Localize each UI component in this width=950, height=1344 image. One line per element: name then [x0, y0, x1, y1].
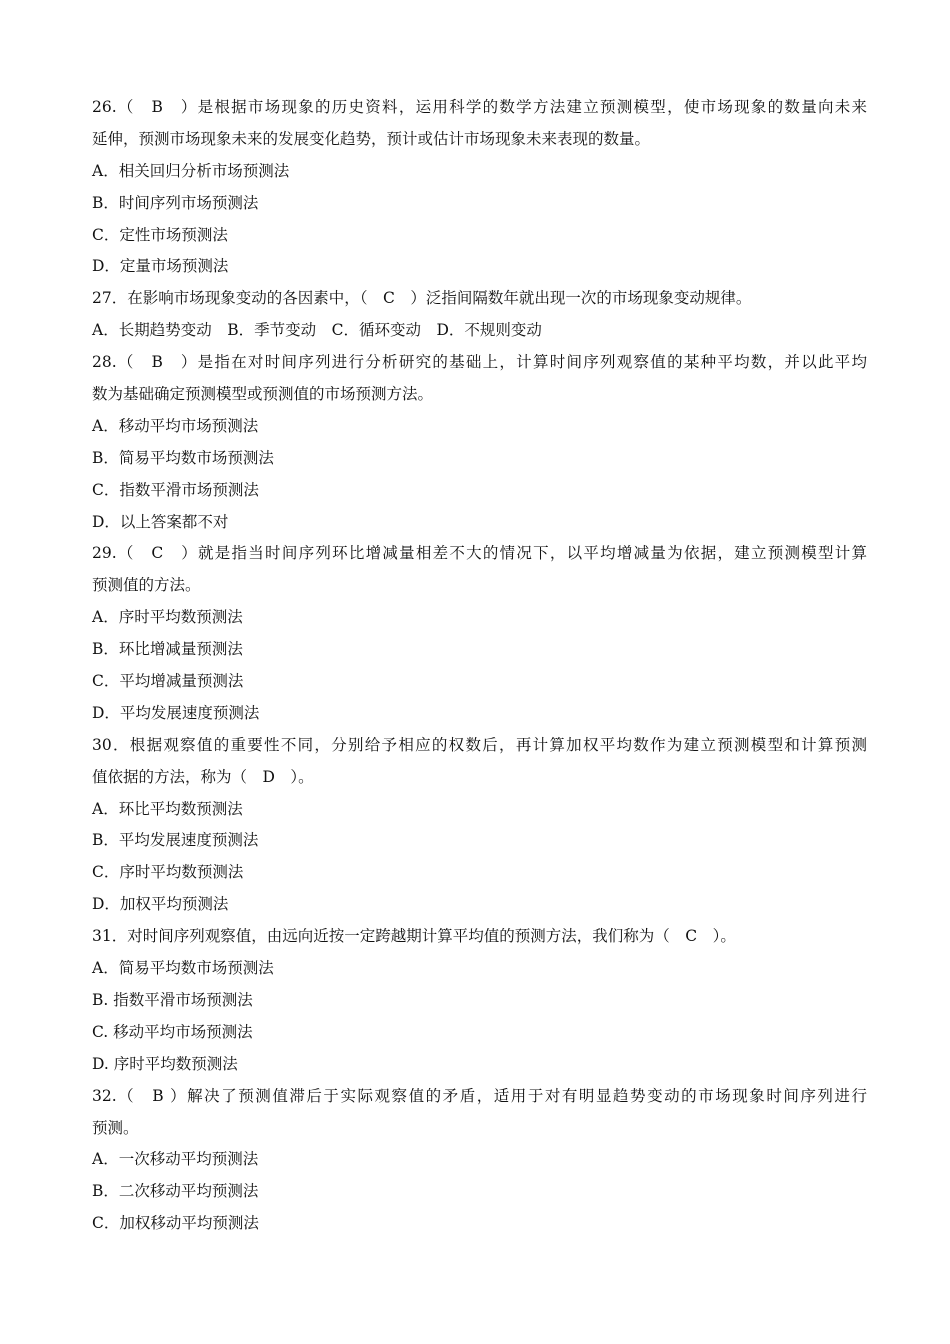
question-text: 值依据的方法，称为（ D ）。	[92, 767, 314, 786]
question-text: 32.（ B ）解决了预测值滞后于实际观察值的矛盾，适用于对有明显趋势变动的市场现象时间序列进行	[92, 1086, 867, 1105]
answer-option: A．环比平均数预测法	[92, 799, 243, 818]
answer-option: A．长期趋势变动 B．季节变动 C．循环变动 D．不规则变动	[92, 321, 542, 340]
answer-option: D. 序时平均数预测法	[92, 1054, 238, 1073]
answer-option: D．定量市场预测法	[92, 257, 229, 276]
question-text: 30．根据观察值的重要性不同，分别给予相应的权数后，再计算加权平均数作为建立预测模型和计算预测	[92, 735, 867, 754]
question-list	[92, 92, 867, 1240]
answer-option: A．移动平均市场预测法	[92, 416, 259, 435]
answer-option: B．简易平均数市场预测法	[92, 448, 274, 467]
answer-option: D．加权平均预测法	[92, 895, 229, 914]
question-text: 31．对时间序列观察值，由远向近按一定跨越期计算平均值的预测方法，我们称为（ C ）。	[92, 927, 736, 946]
answer-option: C．指数平滑市场预测法	[92, 480, 259, 499]
answer-option: C．序时平均数预测法	[92, 863, 244, 882]
answer-option: D．以上答案都不对	[92, 512, 229, 531]
answer-option: A．序时平均数预测法	[92, 608, 243, 627]
answer-option: B．平均发展速度预测法	[92, 831, 259, 850]
answer-option: C．平均增减量预测法	[92, 672, 244, 691]
answer-option: A．简易平均数市场预测法	[92, 959, 274, 978]
answer-option: B．二次移动平均预测法	[92, 1182, 259, 1201]
answer-option: C. 移动平均市场预测法	[92, 1022, 253, 1041]
answer-option: C．定性市场预测法	[92, 225, 228, 244]
question-text: 29.（ C ）就是指当时间序列环比增减量相差不大的情况下，以平均增减量为依据，建立预测模型计算	[92, 544, 867, 563]
answer-option: C．加权移动平均预测法	[92, 1214, 259, 1233]
document-page	[92, 92, 867, 1240]
answer-option: B．环比增减量预测法	[92, 640, 243, 659]
question-text: 预测。	[92, 1118, 139, 1137]
question-text: 延伸，预测市场现象未来的发展变化趋势，预计或估计市场现象未来表现的数量。	[92, 129, 651, 148]
answer-option: A．相关回归分析市场预测法	[92, 161, 290, 180]
answer-option: B. 指数平滑市场预测法	[92, 990, 253, 1009]
question-text: 28.（ B ）是指在对时间序列进行分析研究的基础上，计算时间序列观察值的某种平均数，并以此平均	[92, 353, 867, 372]
question-text: 26.（ B ）是根据市场现象的历史资料，运用科学的数学方法建立预测模型，使市场现象的数量向未来	[92, 98, 867, 116]
answer-option: D．平均发展速度预测法	[92, 703, 260, 722]
answer-option: B．时间序列市场预测法	[92, 193, 259, 212]
answer-option: A．一次移动平均预测法	[92, 1150, 259, 1169]
question-text: 数为基础确定预测模型或预测值的市场预测方法。	[92, 385, 434, 404]
question-text: 27．在影响市场现象变动的各因素中，（ C ）泛指间隔数年就出现一次的市场现象变动规律。	[92, 289, 752, 308]
question-text: 预测值的方法。	[92, 576, 201, 595]
